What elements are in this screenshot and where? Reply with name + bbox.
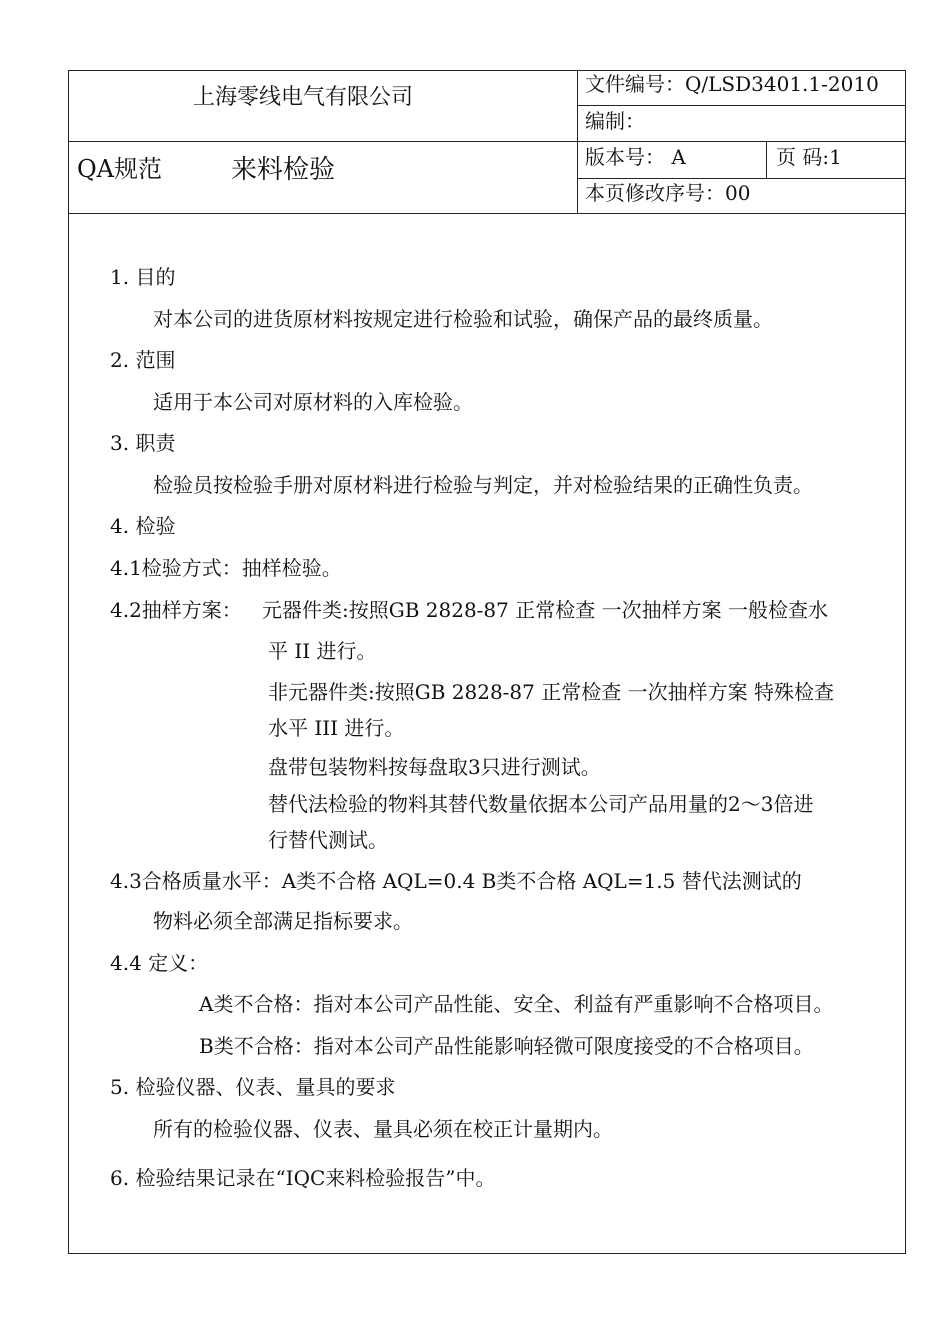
prepared-by: 编制： — [585, 109, 645, 133]
section-2-text: 适用于本公司对原材料的入库检验。 — [153, 390, 473, 414]
section-1-text: 对本公司的进货原材料按规定进行检验和试验，确保产品的最终质量。 — [153, 307, 773, 331]
header-bottom-rule — [68, 213, 906, 214]
document-number: 文件编号：Q/LSD3401.1-2010 — [585, 72, 879, 96]
page-divider — [766, 141, 767, 179]
section-4-title: 4. 检验 — [110, 514, 176, 538]
docno-rule — [577, 105, 906, 106]
section-2-title: 2. 范围 — [110, 348, 176, 372]
page-number: 页 码:1 — [776, 145, 842, 169]
header-divider — [577, 70, 578, 214]
version-rule — [577, 178, 906, 179]
company-name: 上海零线电气有限公司 — [193, 85, 414, 110]
section-3-title: 3. 职责 — [110, 431, 176, 455]
section-5-text: 所有的检验仪器、仪表、量具必须在校正计量期内。 — [153, 1117, 613, 1141]
section-4-4-title: 4.4 定义： — [110, 951, 209, 975]
section-4-4-class-b: B类不合格：指对本公司产品性能影响轻微可限度接受的不合格项目。 — [199, 1034, 814, 1058]
spec-label: QA规范 — [77, 155, 163, 183]
revision-number: 本页修改序号：00 — [585, 181, 751, 205]
section-4-2-line-3: 非元器件类:按照GB 2828-87 正常检查 一次抽样方案 特殊检查 — [268, 680, 834, 704]
section-6: 6. 检验结果记录在“IQC来料检验报告”中。 — [110, 1166, 496, 1190]
section-5-title: 5. 检验仪器、仪表、量具的要求 — [110, 1075, 396, 1099]
section-4-2-line-5: 盘带包装物料按每盘取3只进行测试。 — [268, 755, 601, 779]
section-4-3-line-1: 4.3合格质量水平：A类不合格 AQL=0.4 B类不合格 AQL=1.5 替代法测试的 — [110, 869, 802, 893]
version-number: 版本号： A — [585, 145, 686, 169]
section-4-2-line-2: 平 II 进行。 — [268, 639, 377, 663]
section-4-2-label: 4.2抽样方案： — [110, 598, 242, 622]
section-4-2-line-4: 水平 III 进行。 — [268, 716, 405, 740]
section-4-3-line-2: 物料必须全部满足指标要求。 — [153, 909, 413, 933]
section-4-4-class-a: A类不合格：指对本公司产品性能、安全、利益有严重影响不合格项目。 — [199, 992, 834, 1016]
section-3-text: 检验员按检验手册对原材料进行检验与判定，并对检验结果的正确性负责。 — [153, 473, 813, 497]
section-4-1: 4.1检验方式：抽样检验。 — [110, 556, 342, 580]
header-middle-rule — [68, 141, 906, 142]
section-4-2-line-6: 替代法检验的物料其替代数量依据本公司产品用量的2～3倍进 — [268, 792, 814, 816]
section-4-2-line-1: 元器件类:按照GB 2828-87 正常检查 一次抽样方案 一般检查水 — [262, 598, 828, 622]
section-4-2-line-7: 行替代测试。 — [268, 828, 388, 852]
section-1-title: 1. 目的 — [110, 265, 176, 289]
document-title: 来料检验 — [231, 155, 336, 185]
